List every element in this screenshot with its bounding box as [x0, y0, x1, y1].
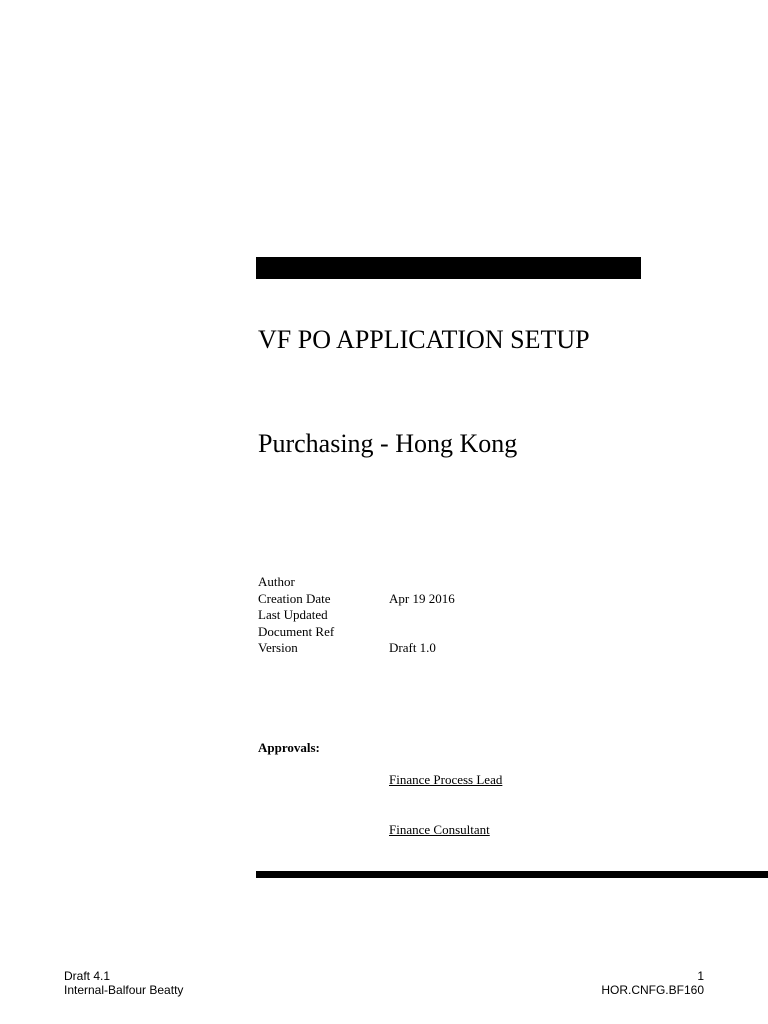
- bottom-rule: [256, 871, 768, 878]
- document-metadata: [258, 574, 539, 657]
- footer-left: [64, 969, 183, 997]
- meta-value: [389, 607, 539, 624]
- meta-value: Draft 1.0: [389, 640, 436, 655]
- meta-label: Document Ref: [258, 623, 335, 639]
- approvals-heading: Approvals:: [258, 740, 320, 755]
- document-title: VF PO APPLICATION SETUP: [258, 325, 590, 354]
- meta-row-author: [258, 574, 539, 591]
- footer-draft-label: Draft 4.1: [64, 969, 111, 983]
- meta-value: Apr 19 2016: [389, 590, 455, 606]
- meta-row-version: [258, 640, 539, 657]
- meta-value: [389, 574, 539, 591]
- page-number: 1: [697, 969, 704, 983]
- footer-classification: Internal-Balfour Beatty: [64, 983, 184, 997]
- meta-label: Author: [258, 574, 295, 589]
- meta-label: Last Updated: [258, 607, 328, 622]
- footer-right: [601, 969, 704, 997]
- meta-row-creation-date: [258, 591, 539, 608]
- meta-row-document-ref: [258, 624, 539, 641]
- approver-signature-line: Finance Consultant: [389, 822, 490, 837]
- meta-row-last-updated: [258, 607, 539, 624]
- meta-label: Version: [258, 640, 298, 655]
- document-subtitle: Purchasing - Hong Kong: [258, 429, 518, 458]
- meta-value: [389, 624, 539, 641]
- approver-signature-line: Finance Process Lead: [389, 772, 503, 787]
- title-bar-rule: [256, 257, 641, 279]
- meta-label: Creation Date: [258, 590, 331, 606]
- document-code: HOR.CNFG.BF160: [601, 983, 704, 997]
